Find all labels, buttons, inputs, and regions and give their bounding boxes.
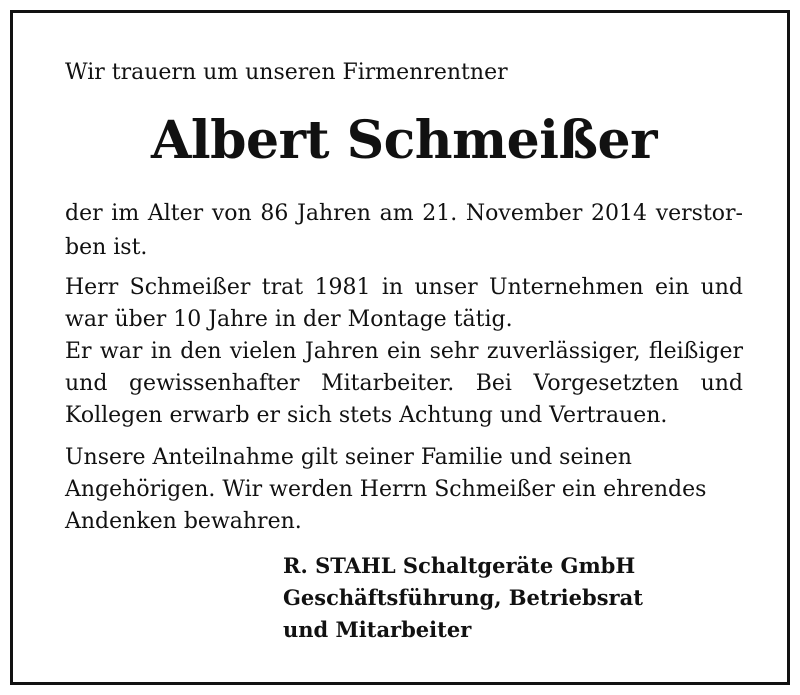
career-text-line-3: Er war in den vielen Jahren ein sehr zuverlässiger, fleißiger	[65, 339, 743, 364]
signature-company: R. STAHL Schaltgeräte GmbH	[283, 553, 636, 578]
deceased-name: Albert Schmeißer	[151, 110, 657, 171]
condolence-text-line-1: Unsere Anteilnahme gilt seiner Familie und seinen	[65, 445, 632, 470]
obituary-notice	[10, 10, 790, 685]
condolence-text-line-3: Andenken bewahren.	[65, 509, 302, 534]
death-text-line-1: der im Alter von 86 Jahren am 21. November 2014 verstor-	[65, 201, 743, 226]
intro-line: Wir trauern um unseren Firmenrentner	[65, 60, 508, 85]
death-text-line-2: ben ist.	[65, 235, 148, 260]
career-text-line-2: war über 10 Jahre in der Montage tätig.	[65, 307, 513, 332]
career-text-line-5: Kollegen erwarb er sich stets Achtung und Vertrauen.	[65, 403, 668, 428]
signature-management: Geschäftsführung, Betriebsrat	[283, 585, 643, 610]
career-text-line-4: und gewissenhafter Mitarbeiter. Bei Vorgesetzten und	[65, 371, 743, 396]
career-text-line-1: Herr Schmeißer trat 1981 in unser Unternehmen ein und	[65, 275, 743, 300]
condolence-text-line-2: Angehörigen. Wir werden Herrn Schmeißer ein ehrendes	[65, 477, 707, 502]
signature-staff: und Mitarbeiter	[283, 617, 472, 642]
